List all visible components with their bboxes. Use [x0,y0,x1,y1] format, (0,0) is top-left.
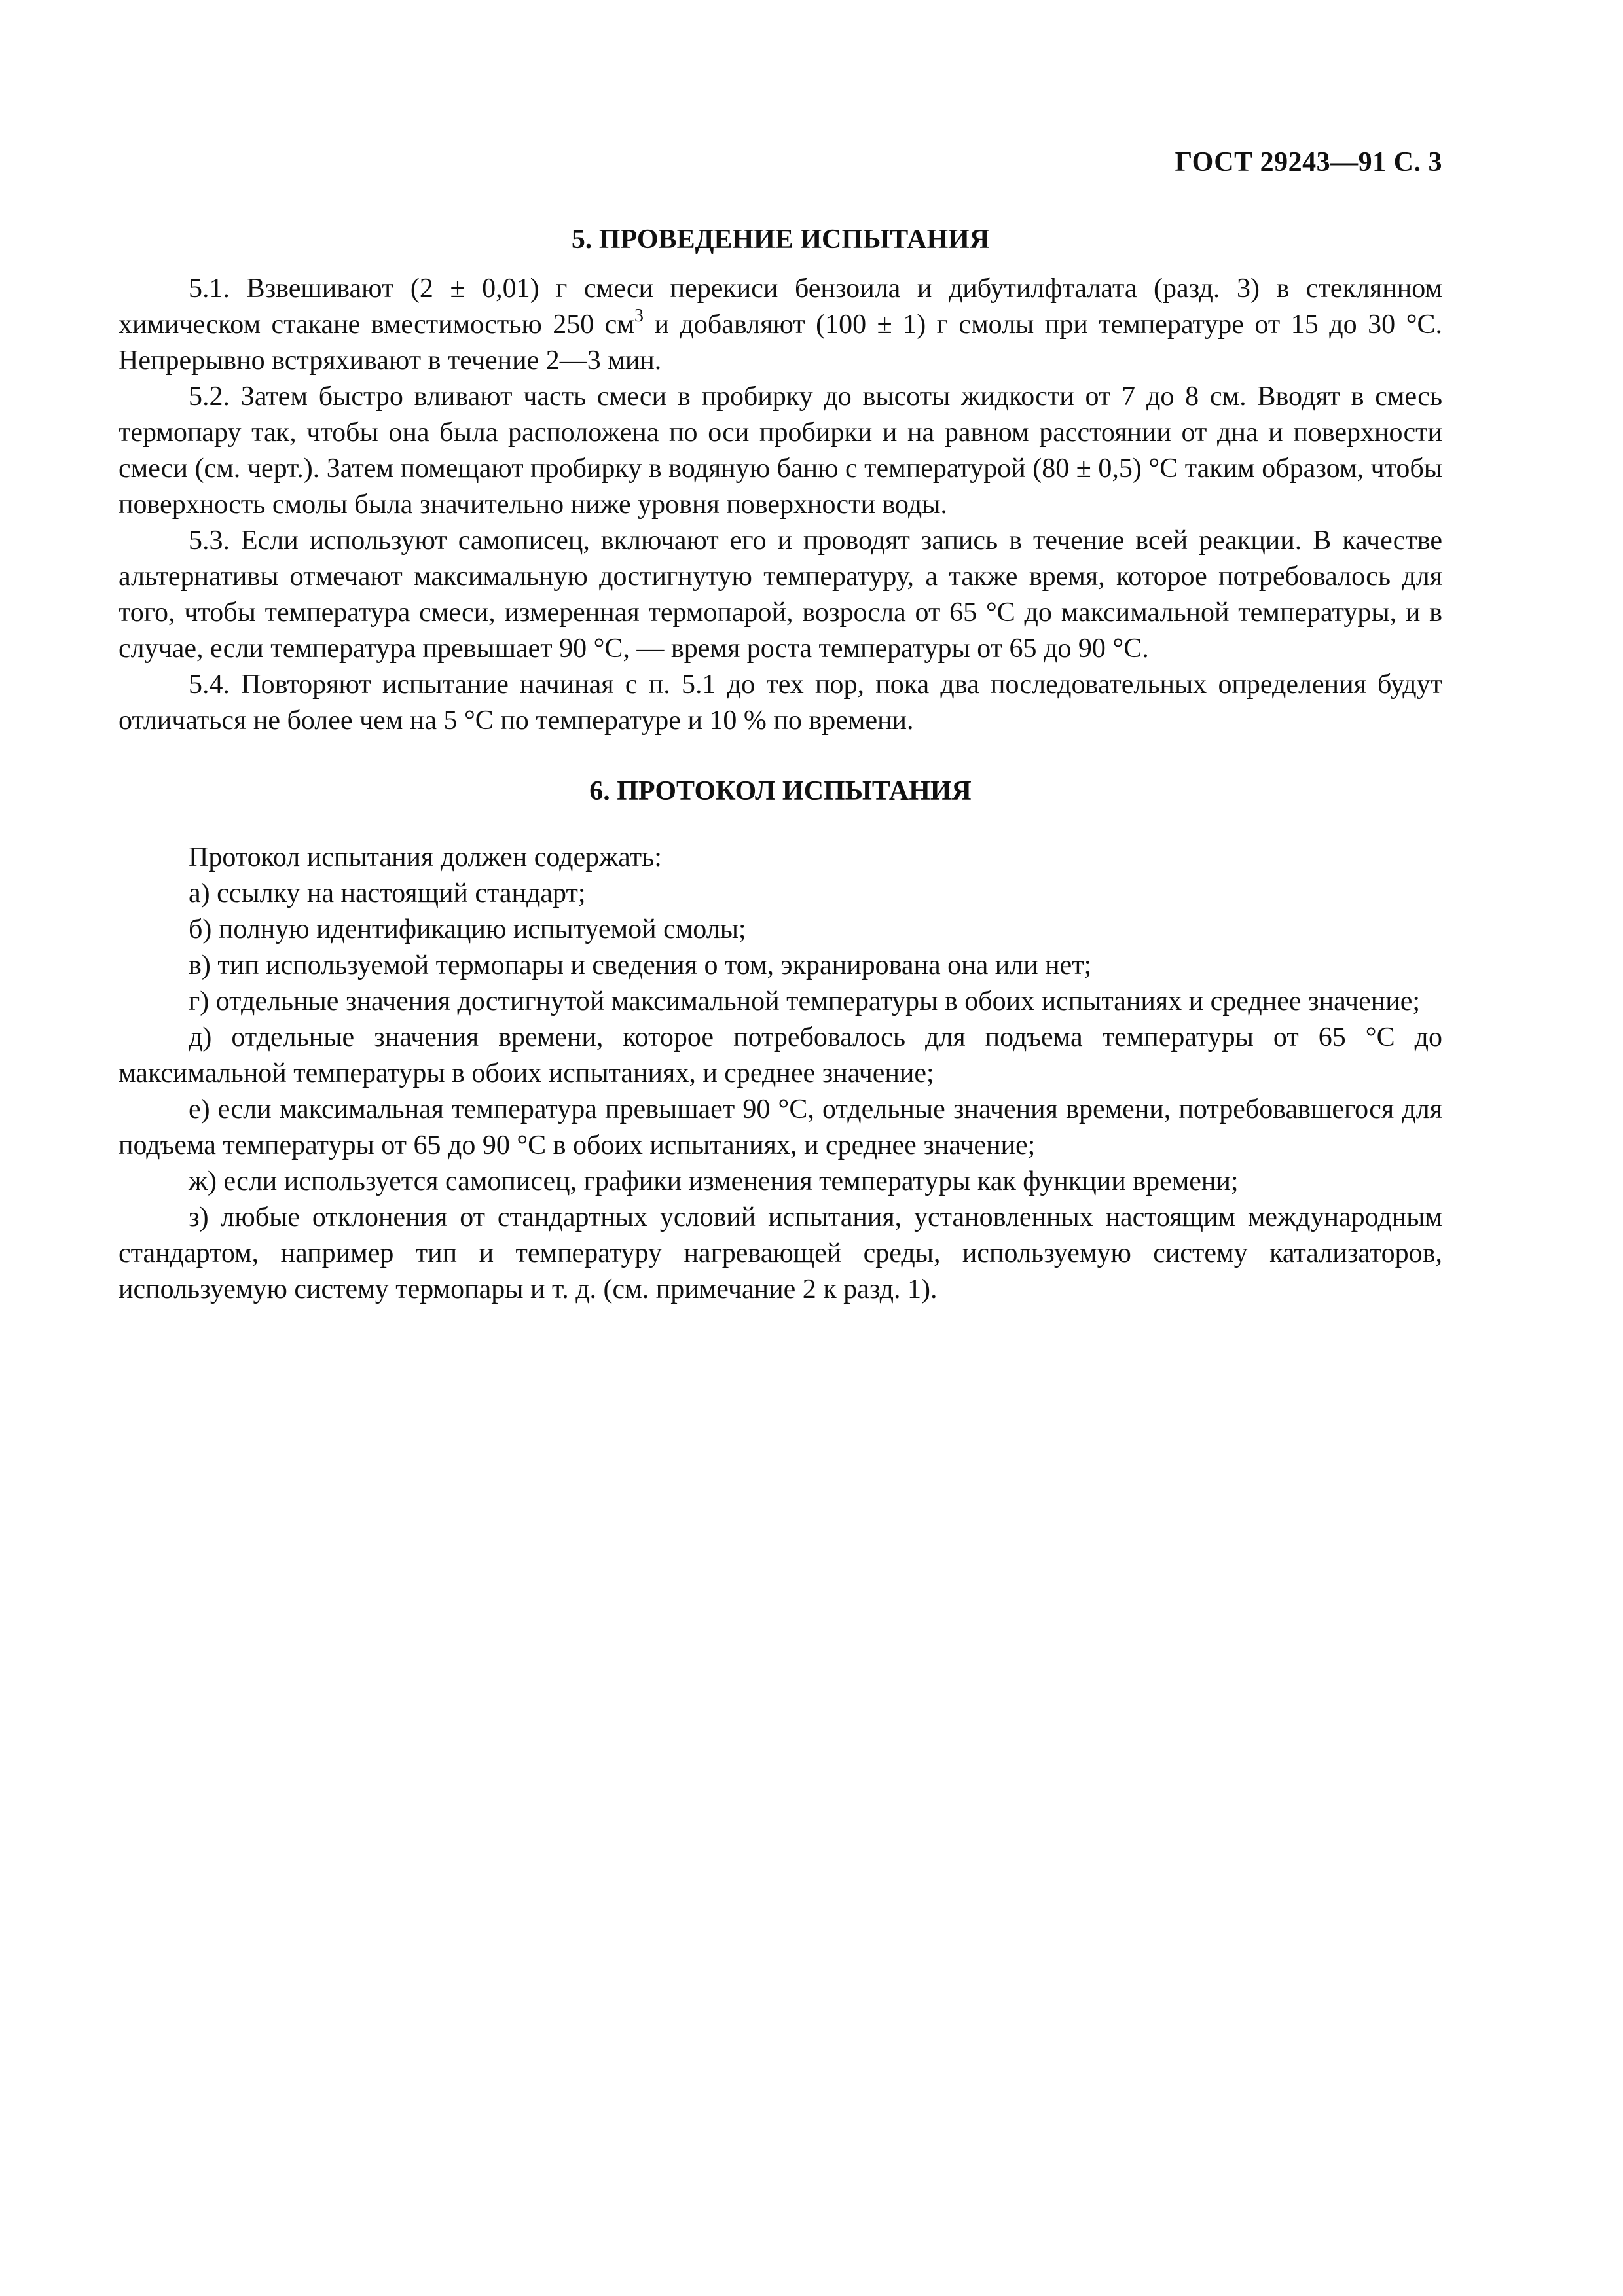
paragraph-5-1-text: 5.1. Взвешивают (2 ± 0,01) г смеси перекиси бензоила и дибутилфталата (разд. 3) в стеклянном химическом стакане вместимостью 250 см [119,274,1442,340]
section-6 [119,773,1442,1308]
protocol-item-g: г) отдельные значения достигнутой максимальной температуры в обоих испытаниях и среднее значение; [189,986,1421,1016]
protocol-item-z: з) любые отклонения от стандартных условий испытания, установленных настоящим международным стандартом, например тип и температуру нагревающей среды, используемую систему катализаторов, используемую систему термопары и т. д. (см. примечание 2 к разд. 1). [119,1202,1442,1304]
section-5-title: 5. ПРОВЕДЕНИЕ ИСПЫТАНИЯ [571,224,990,255]
protocol-item-e: е) если максимальная температура превышает 90 °С, отдельные значения времени, потребовавшегося для подъема температуры от 65 до 90 °С в обоих испытаниях, и среднее значение; [119,1094,1442,1160]
paragraph-5-4: 5.4. Повторяют испытание начиная с п. 5.1 до тех пор, пока два последовательных определения будут отличаться не более чем на 5 °С по температуре и 10 % по времени. [119,670,1442,736]
paragraph-5-3: 5.3. Если используют самописец, включают его и проводят запись в течение всей реакции. В качестве альтернативы отмечают максимальную достигнутую температуру, а также время, которое потребовалось для того, чтобы температура смеси, измеренная термопарой, возросла от 65 °С до максимальной температуры, и в случае, если температура превышает 90 °С, — время роста температуры от 65 до 90 °С. [119,526,1442,664]
document-reference: ГОСТ 29243—91 С. 3 [1175,147,1442,177]
section-6-title: 6. ПРОТОКОЛ ИСПЫТАНИЯ [589,776,972,806]
protocol-item-b: б) полную идентификацию испытуемой смолы; [189,914,746,944]
protocol-item-zh: ж) если используется самописец, графики изменения температуры как функции времени; [189,1166,1239,1196]
protocol-item-a: а) ссылку на настоящий стандарт; [189,878,586,908]
paragraph-5-2: 5.2. Затем быстро вливают часть смеси в пробирку до высоты жидкости от 7 до 8 см. Вводят в смесь термопару так, чтобы она была расположена по оси пробирки и на равном расстоянии от дна и поверхности смеси (см. черт.). Затем помещают пробирку в водяную баню с температурой (80 ± 0,5) °С таким образом, чтобы поверхность смолы была значительно ниже уровня поверхности воды. [119,382,1442,520]
protocol-intro: Протокол испытания должен содержать: [189,842,662,872]
superscript-cubic: 3 [634,306,644,326]
paragraph-5-1-text-cont: и добавляют (100 ± 1) г смолы при температуре от 15 до 30 °С. Непрерывно встряхивают в течение 2—3 мин. [119,310,1442,376]
paragraph-5-1 [119,271,1442,379]
protocol-item-d: д) отдельные значения времени, которое потребовалось для подъема температуры от 65 °С до максимальной температуры в обоих испытаниях, и среднее значение; [119,1022,1442,1088]
protocol-item-v: в) тип используемой термопары и сведения о том, экранирована она или нет; [189,950,1092,980]
section-5 [119,221,1442,739]
document-page [119,144,1442,1308]
